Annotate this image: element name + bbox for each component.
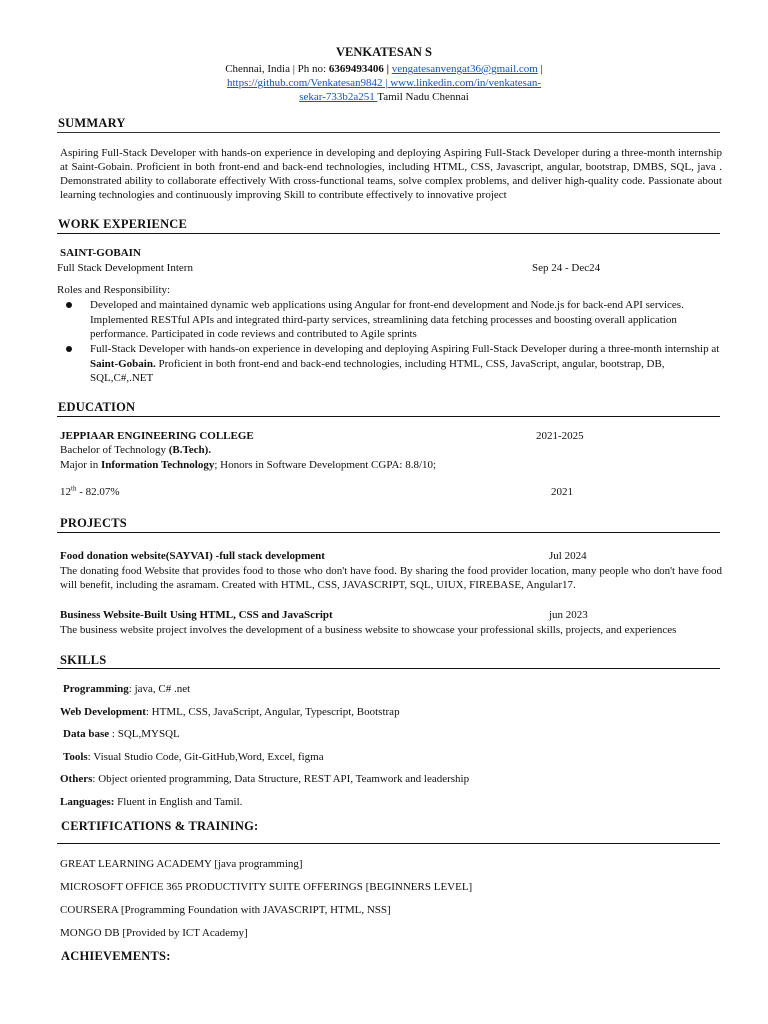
separator: | bbox=[383, 63, 392, 75]
phone-number: 6369493406 bbox=[328, 63, 384, 75]
project-date: Jul 2024 bbox=[549, 550, 587, 562]
skill-value: : Visual Studio Code, Git-GitHub,Word, Excel, figma bbox=[87, 751, 324, 763]
responsibility-item: Developed and maintained dynamic web applications using Angular for front-end development and Node.js for back-end API services. Implemented RESTful APIs and integrated third-party services, streamlining data fetching processes and boosting overall application performance. Participated in code reviews and contributed to Agile sprints bbox=[90, 299, 684, 340]
grade-suffix: th bbox=[71, 484, 77, 493]
college-name: JEPPIAAR ENGINEERING COLLEGE bbox=[60, 430, 254, 442]
responsibility-company: Saint-Gobain. bbox=[90, 357, 156, 370]
job-role: Full Stack Development Intern bbox=[57, 262, 193, 274]
project-title: Business Website-Built Using HTML, CSS and JavaScript bbox=[60, 609, 333, 621]
skill-label: Languages: bbox=[60, 796, 115, 808]
projects-divider bbox=[57, 532, 720, 533]
education-divider bbox=[57, 416, 720, 417]
projects-heading: PROJECTS bbox=[60, 516, 127, 530]
location-text: Chennai, India | Ph no: bbox=[225, 63, 329, 75]
certification-item: MICROSOFT OFFICE 365 PRODUCTIVITY SUITE OFFERINGS [BEGINNERS LEVEL] bbox=[60, 881, 473, 893]
twelfth-year: 2021 bbox=[551, 486, 573, 498]
skills-divider bbox=[57, 668, 720, 669]
summary-heading: SUMMARY bbox=[58, 116, 126, 130]
degree-text: Bachelor of Technology bbox=[60, 444, 169, 456]
twelfth-grade bbox=[60, 486, 120, 498]
project-description: The business website project involves the development of a business website to showcase your professional skills, projects, and experiences bbox=[60, 624, 677, 636]
skill-row bbox=[60, 706, 400, 718]
separator: | bbox=[537, 63, 543, 75]
degree bbox=[60, 444, 211, 456]
degree-abbr: (B.Tech). bbox=[168, 444, 212, 456]
skills-heading: SKILLS bbox=[60, 653, 107, 667]
achievements-heading: ACHIEVEMENTS: bbox=[61, 949, 171, 963]
certifications-divider bbox=[57, 843, 720, 844]
education-heading: EDUCATION bbox=[58, 400, 136, 414]
place-text: Tamil Nadu Chennai bbox=[377, 91, 469, 103]
skill-value: : java, C# .net bbox=[128, 683, 191, 695]
responsibility-text: Full-Stack Developer with hands-on experience in developing and deploying Aspiring Full-Stack Developer during a three-month internship at bbox=[90, 343, 720, 355]
skill-label: Others bbox=[60, 773, 93, 785]
responsibility-text: Proficient in both front-end and back-end technologies, including HTML, CSS, JavaScript, angular, bootstrap, DB, SQL,C#,.NET bbox=[90, 357, 665, 384]
skill-row bbox=[63, 683, 190, 695]
contact-line bbox=[0, 63, 768, 75]
bullet-icon bbox=[66, 302, 72, 308]
skill-value: Fluent in English and Tamil. bbox=[114, 796, 243, 808]
skill-value: : SQL,MYSQL bbox=[109, 728, 180, 740]
bullet-icon bbox=[66, 346, 72, 352]
certification-item: GREAT LEARNING ACADEMY [java programming] bbox=[60, 858, 303, 870]
major-field: Information Technology bbox=[100, 459, 215, 471]
skill-row bbox=[60, 796, 242, 808]
skill-row bbox=[63, 728, 180, 740]
certifications-heading: CERTIFICATIONS & TRAINING: bbox=[61, 819, 259, 833]
job-dates: Sep 24 - Dec24 bbox=[532, 262, 601, 274]
skill-label: Web Development bbox=[60, 706, 146, 718]
grade-number: 12 bbox=[60, 486, 71, 498]
skill-value: : HTML, CSS, JavaScript, Angular, Typescript, Bootstrap bbox=[145, 706, 400, 718]
project-date: jun 2023 bbox=[549, 609, 588, 621]
linkedin-link-cont[interactable]: sekar-733b2a251 bbox=[299, 91, 378, 103]
skill-label: Programming bbox=[63, 683, 129, 695]
project-title: Food donation website(SAYVAI) -full stack development bbox=[60, 550, 325, 562]
skill-value: : Object oriented programming, Data Structure, REST API, Teamwork and leadership bbox=[92, 773, 470, 785]
email-link[interactable]: vengatesanvengat36@gmail.com bbox=[391, 63, 538, 75]
grade-score: - 82.07% bbox=[76, 486, 120, 498]
work-divider bbox=[57, 233, 720, 234]
certification-item: MONGO DB [Provided by ICT Academy] bbox=[60, 927, 248, 939]
resume-name: VENKATESAN S bbox=[336, 45, 432, 59]
skill-label: Tools bbox=[63, 751, 88, 763]
github-linkedin-link[interactable]: https://github.com/Venkatesan9842 | www.linkedin.com/in/venkatesan- bbox=[226, 77, 541, 89]
summary-text: Aspiring Full-Stack Developer with hands-on experience in developing and deploying Aspiring Full-Stack Developer during a three-month internship at Saint-Gobain. Proficient in both front-end and back-end technologies, including HTML, CSS, Javascript, angular, bootstrap, DMBS, SQL, java . Demonstrated ability to collaborate effectively With cross-functional teams, solve complex problems, and deliver high-quality code. Passionate about learning technologies and continuously improving Skill to contribute effectively to innovative project bbox=[60, 147, 722, 201]
certification-item: COURSERA [Programming Foundation with JAVASCRIPT, HTML, NSS] bbox=[60, 904, 391, 916]
summary-divider bbox=[57, 132, 720, 133]
work-heading: WORK EXPERIENCE bbox=[58, 217, 188, 231]
college-years: 2021-2025 bbox=[536, 430, 584, 442]
links-line-2 bbox=[0, 91, 768, 103]
skill-row bbox=[60, 773, 469, 785]
project-description: The donating food Website that provides food to those who don't have food. By sharing the food provider location, many people who don't have food will benefit, including the asramam. Created with HTML, CSS, JAVASCRIPT, SQL, UIUX, FIREBASE, Angular17. bbox=[60, 565, 722, 591]
major-text: Major in bbox=[60, 459, 101, 471]
responsibility-item bbox=[90, 342, 722, 386]
skill-label: Data base bbox=[63, 728, 110, 740]
links-line bbox=[0, 77, 768, 89]
skill-row bbox=[63, 751, 324, 763]
company-name: SAINT-GOBAIN bbox=[60, 247, 141, 259]
major-details: ; Honors in Software Development CGPA: 8.8/10; bbox=[214, 459, 437, 471]
major bbox=[60, 459, 436, 471]
roles-label: Roles and Responsibility: bbox=[57, 284, 171, 296]
